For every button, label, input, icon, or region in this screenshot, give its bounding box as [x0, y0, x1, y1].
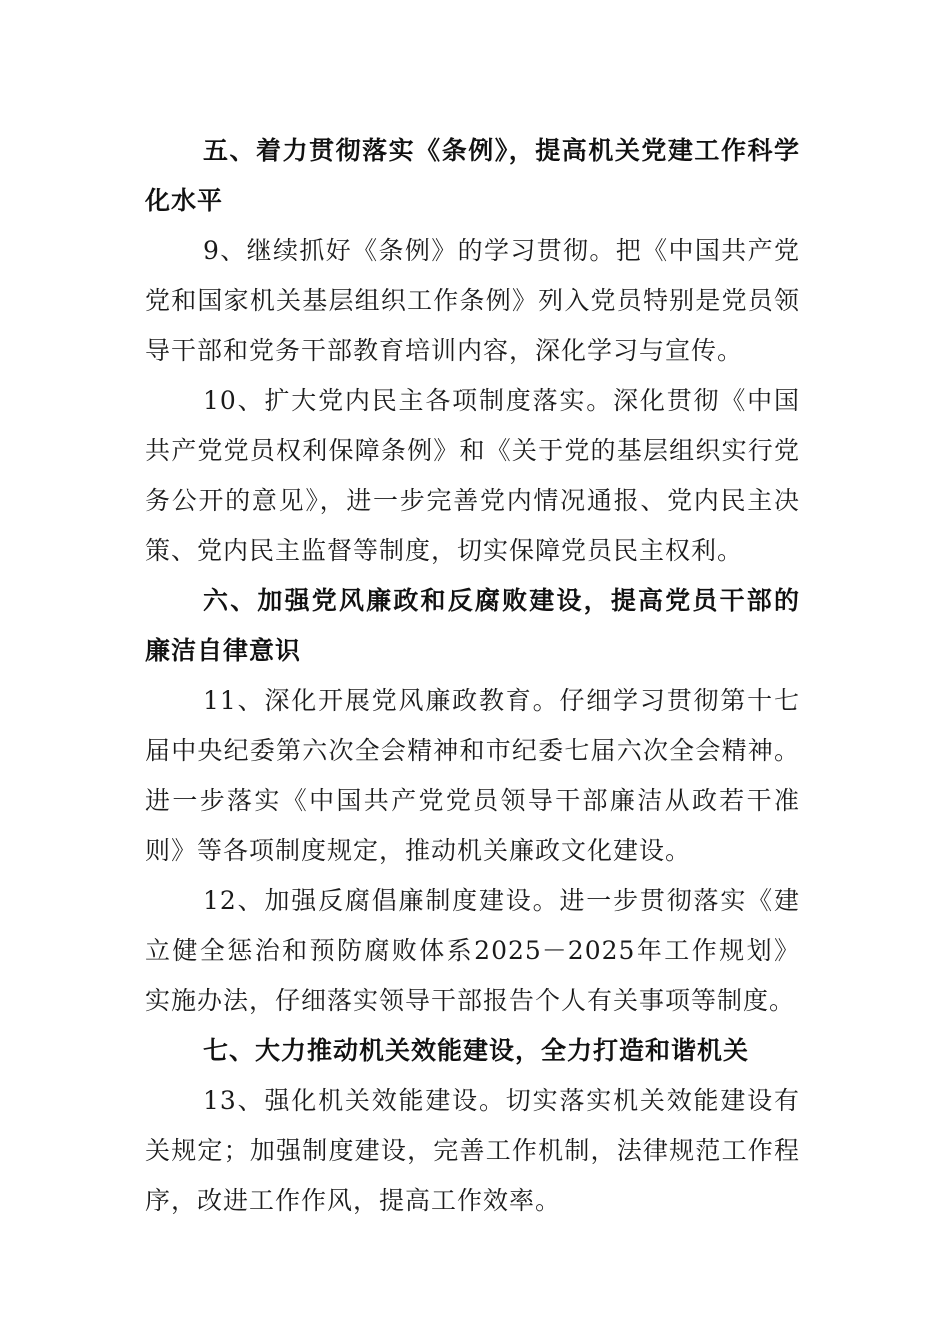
paragraph-13: 13、强化机关效能建设。切实落实机关效能建设有关规定；加强制度建设，完善工作机制，法律规范工作程序，改进工作作风，提高工作效率。 — [145, 1086, 800, 1215]
section-6 — [145, 576, 800, 1026]
section-5 — [145, 126, 800, 576]
paragraph-12: 12、加强反腐倡廉制度建设。进一步贯彻落实《建立健全惩治和预防腐败体系2025－2025年工作规划》实施办法，仔细落实领导干部报告个人有关事项等制度。 — [145, 886, 800, 1015]
document-body — [145, 126, 800, 1226]
section-7 — [145, 1026, 800, 1226]
paragraph-10: 10、扩大党内民主各项制度落实。深化贯彻《中国共产党党员权利保障条例》和《关于党的基层组织实行党务公开的意见》，进一步完善党内情况通报、党内民主决策、党内民主监督等制度，切实保障党员民主权利。 — [145, 386, 800, 565]
section-heading: 五、着力贯彻落实《条例》，提高机关党建工作科学化水平 — [145, 136, 800, 215]
section-heading: 六、加强党风廉政和反腐败建设，提高党员干部的廉洁自律意识 — [145, 586, 800, 665]
section-heading: 七、大力推动机关效能建设，全力打造和谐机关 — [203, 1036, 750, 1065]
paragraph-11: 11、深化开展党风廉政教育。仔细学习贯彻第十七届中央纪委第六次全会精神和市纪委七届六次全会精神。进一步落实《中国共产党党员领导干部廉洁从政若干准则》等各项制度规定，推动机关廉政文化建设。 — [145, 686, 800, 865]
paragraph-9: 9、继续抓好《条例》的学习贯彻。把《中国共产党党和国家机关基层组织工作条例》列入党员特别是党员领导干部和党务干部教育培训内容，深化学习与宣传。 — [145, 236, 800, 365]
